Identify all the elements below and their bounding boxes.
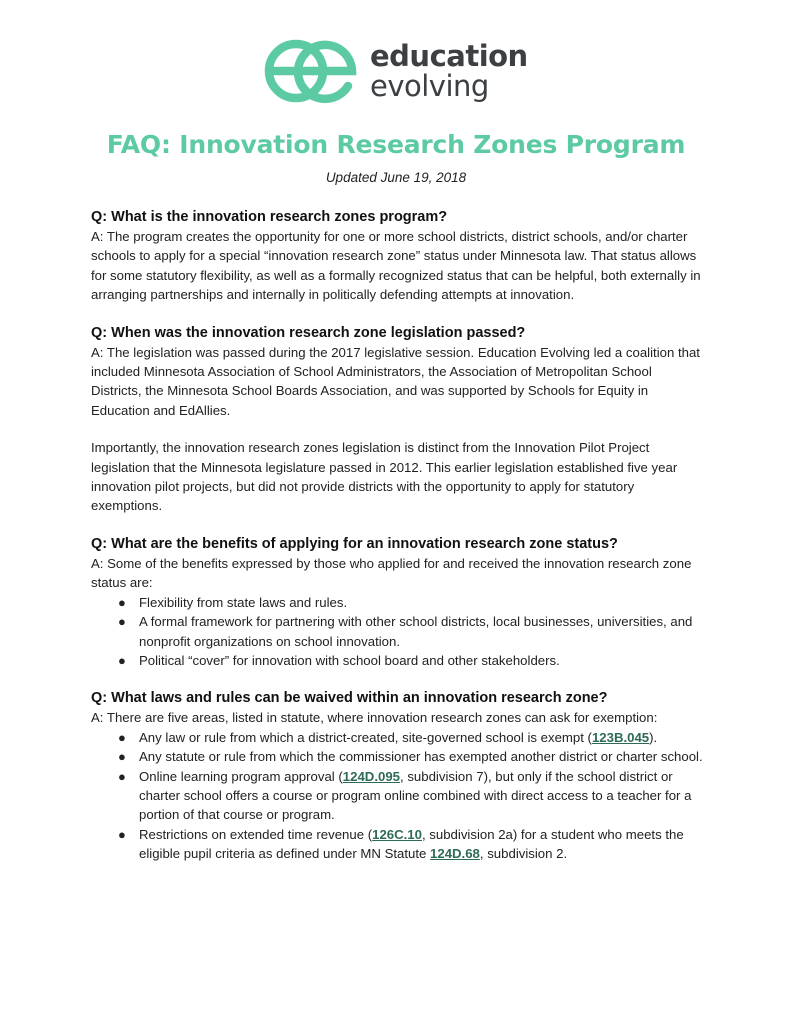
updated-date: Updated June 19, 2018 [325,170,467,185]
page-title: FAQ: Innovation Research Zones Program [106,130,686,159]
list-item [118,747,703,766]
list-item-text: Flexibility from state laws and rules. [139,594,348,610]
bullet-icon: ● [118,614,126,630]
bullet-icon: ● [118,749,126,765]
list-item [118,651,703,670]
list-item [118,767,703,825]
faq-question: Q: What laws and rules can be waived within an innovation research zone? [91,690,608,707]
faq-answer: A: Some of the benefits expressed by those who applied for and received the innovation research zone status are: [91,555,692,591]
list-item-text: Political “cover” for innovation with school board and other stakeholders. [139,652,560,668]
statute-link-124d68[interactable]: 124D.68 [430,846,480,862]
faq-section-waivers [91,688,703,863]
statute-link-123b045[interactable]: 123B.045 [591,729,650,745]
bullet-icon: ● [118,594,126,610]
double-e-logo-icon [264,38,362,104]
list-item-text-after: , subdivision 7), but only if the school district or charter school offers a course or program online combined with direct access to a teacher for a portion of that course or program. [139,768,692,823]
faq-question: Q: What are the benefits of applying for an innovation research zone status? [91,535,618,552]
faq-section-benefits [91,534,703,670]
benefits-list [91,593,703,671]
statute-link-124d095[interactable]: 124D.095 [342,768,400,784]
logo-wordmark [370,41,540,101]
bullet-icon: ● [118,826,126,842]
waivers-list [91,728,703,864]
list-item-text: Any statute or rule from which the commissioner has exempted another district or charter school. [139,749,703,765]
faq-answer-continued: Importantly, the innovation research zones legislation is distinct from the Innovation Pilot Project legislation that the Minnesota legislature passed in 2012. This earlier legislation established five year innovation pilot projects, but did not provide districts with the opportunity to apply for statutory exemptions. [91,440,678,514]
faq-content [91,207,703,882]
education-evolving-logo [264,38,534,108]
faq-answer: A: The legislation was passed during the 2017 legislative session. Education Evolving led a coalition that included Minnesota Association of School Administrators, the Association of Metropolitan School Districts, the Minnesota School Boards Association, and was supported by Schools for Equity in Education and EdAllies. [91,344,700,418]
bullet-icon: ● [118,768,126,784]
statute-link-126c10[interactable]: 126C.10 [372,826,422,842]
list-item-text: A formal framework for partnering with other school districts, local businesses, universities, and nonprofit organizations on school innovation. [139,614,693,649]
faq-question: Q: What is the innovation research zones program? [91,209,448,225]
faq-answer: A: There are five areas, listed in statute, where innovation research zones can ask for exemption: [91,710,658,726]
logo-line-evolving: evolving [370,69,489,103]
faq-section-what-is [91,207,703,305]
list-item-text-after: , subdivision 2a) for a student who meets the eligible pupil criteria as defined under MN Statute [139,826,684,862]
faq-section-when-passed [91,323,703,516]
list-item-text: Any law or rule from which a district-created, site-governed school is exempt ( [139,729,592,745]
faq-answer: A: The program creates the opportunity for one or more school districts, district schools, and/or charter schools to apply for a special “innovation research zone” status under Minnesota law. That status allows for some statutory flexibility, as well as a formally recognized status that can be helpful, both externally in arranging partnerships and internally in politically defending attempts at innovation. [91,229,701,303]
faq-question: Q: When was the innovation research zone legislation passed? [91,324,526,341]
list-item [118,612,703,651]
list-item-text-after: ). [649,729,658,745]
list-item-text-end: , subdivision 2. [479,846,568,862]
list-item-text: Online learning program approval ( [139,768,343,784]
bullet-icon: ● [118,652,126,668]
list-item-text: Restrictions on extended time revenue ( [139,826,373,842]
logo-line-education: education [370,39,528,73]
list-item [118,728,703,747]
bullet-icon: ● [118,729,126,745]
list-item [118,593,703,612]
list-item [118,825,703,864]
